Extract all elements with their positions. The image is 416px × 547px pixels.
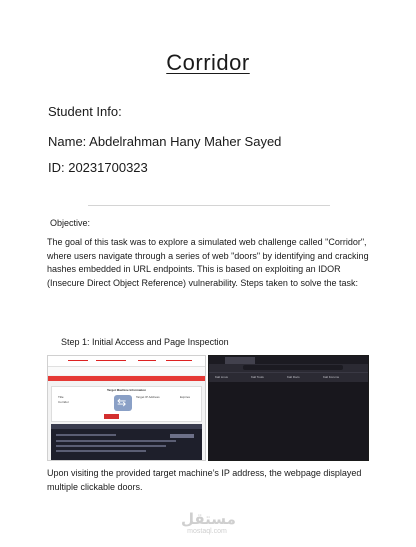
browser-page-body [209, 382, 368, 460]
bookmark-item: Kali Linux [215, 375, 229, 379]
machine-title-value: Corridor [58, 400, 69, 404]
header-line [166, 360, 192, 361]
screenshot-header [48, 356, 205, 367]
screenshot-target-machine [47, 355, 206, 461]
watermark-arabic: مستقل [181, 510, 236, 528]
bookmark-item: Kali Docs [287, 375, 300, 379]
target-ip-label: Target IP Address [136, 395, 160, 399]
objective-paragraph: The goal of this task was to explore a simulated web challenge called "Corridor", where users navigate through a series of web "doors" by identifying and cracking hashes embedded in URL endpoints. This is based on exploiting an IDOR (Insecure Direct Object Reference) vulnerability. Steps taken to solve the task: [47, 237, 369, 288]
browser-url-bar [209, 364, 368, 373]
dark-panel-line [56, 434, 116, 436]
bookmark-item: Kali Forums [323, 375, 340, 379]
header-line [96, 360, 126, 361]
dark-panel-header [51, 424, 202, 429]
screenshot-nav [48, 367, 205, 375]
header-line [68, 360, 88, 361]
browser-tab-bar [209, 356, 368, 364]
browser-address-field [243, 365, 343, 370]
section-divider [88, 205, 330, 206]
expires-label: Expires [180, 395, 191, 399]
step1-heading: Step 1: Initial Access and Page Inspection [61, 337, 229, 347]
dark-panel-line [56, 450, 146, 452]
page-title: Corridor [166, 50, 250, 75]
bookmark-item: Kali Tools [251, 375, 264, 379]
mostaql-watermark [181, 510, 236, 536]
machine-title-label: Title [58, 395, 64, 399]
terminate-button [104, 414, 119, 419]
machine-info-title: Target Machine Information [106, 388, 147, 392]
student-name: Name: Abdelrahman Hany Maher Sayed [48, 134, 282, 149]
dark-panel-line [56, 440, 176, 442]
dark-panel-button [170, 434, 194, 438]
machine-info-card [51, 386, 202, 422]
browser-bookmarks-bar [209, 373, 368, 381]
student-info-label: Student Info: [48, 104, 122, 119]
screenshot-browser [208, 355, 369, 461]
swap-arrows-icon [114, 395, 132, 411]
screenshot-accent-bar [48, 376, 205, 381]
screenshot-dark-panel [51, 424, 202, 461]
header-line [138, 360, 156, 361]
browser-tab [225, 357, 255, 364]
objective-heading: Objective: [50, 218, 91, 228]
step1-paragraph: Upon visiting the provided target machine’s IP address, the webpage displayed multiple clickable doors. [47, 468, 362, 492]
watermark-latin: mostaql.com [187, 528, 227, 535]
dark-panel-line [56, 445, 166, 447]
student-id: ID: 20231700323 [48, 160, 148, 175]
